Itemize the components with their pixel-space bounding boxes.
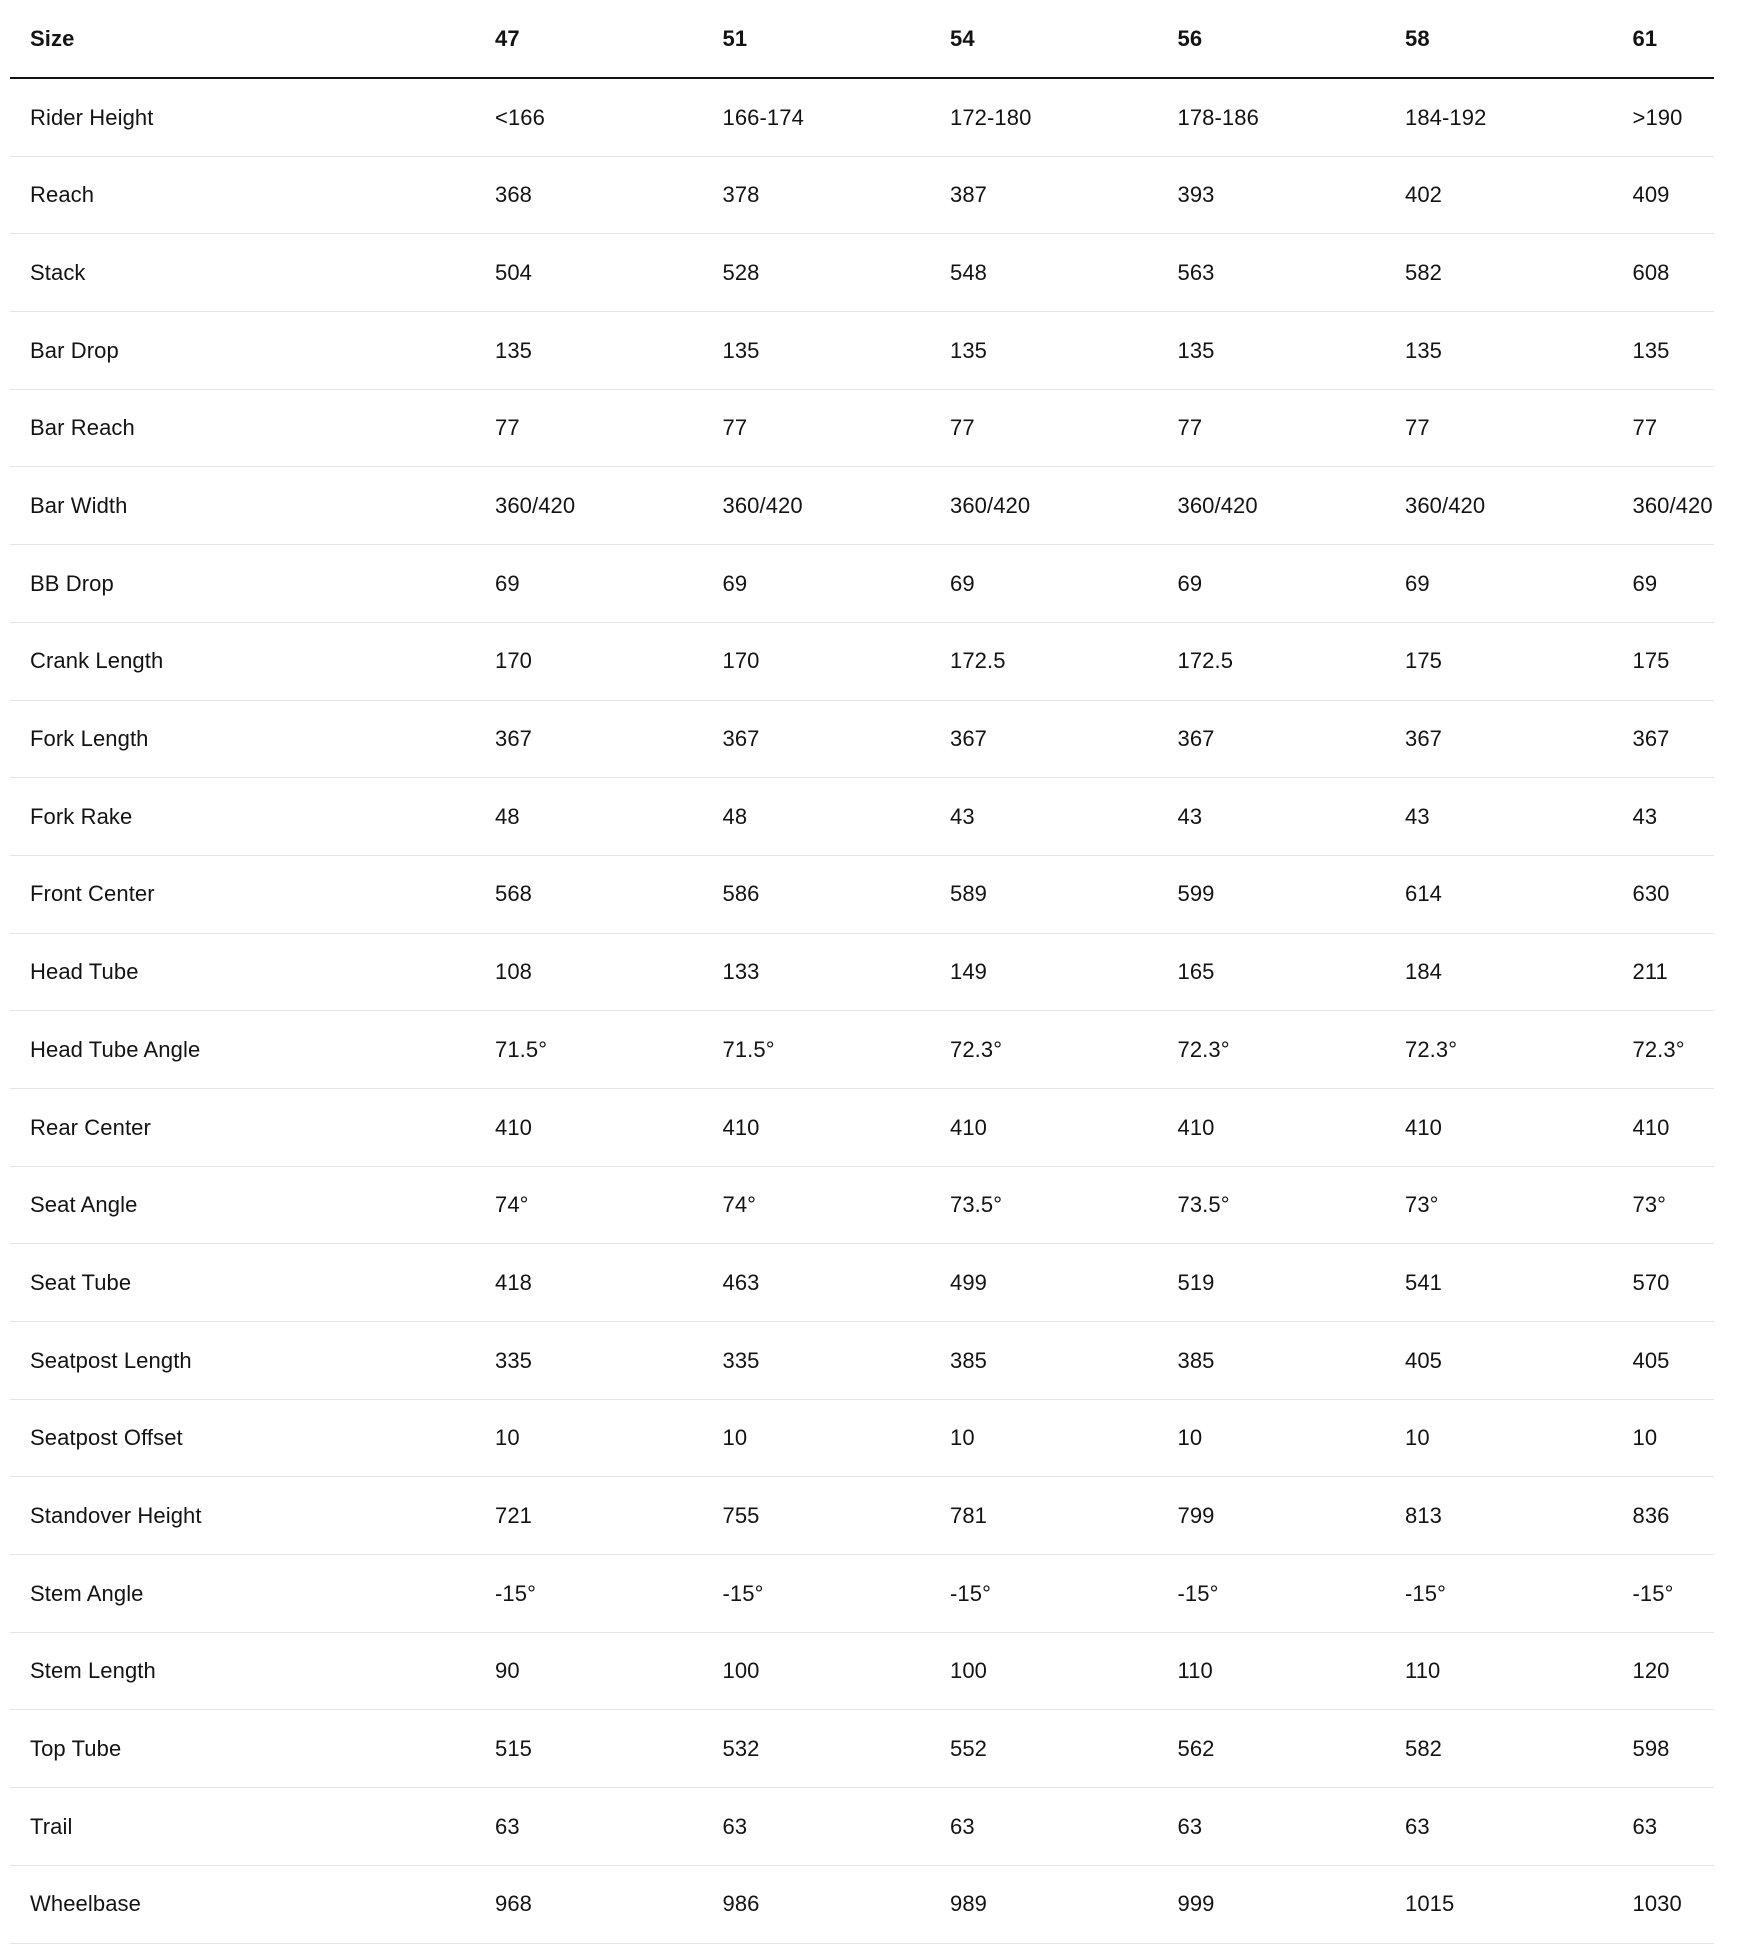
row-label: Wheelbase [30,1891,141,1917]
table-row [10,856,1714,934]
table-row [10,1477,1714,1555]
value-cell: 73° [1405,1192,1439,1218]
value-cell: 133 [722,959,760,985]
value-cell: 135 [495,337,533,363]
value-cell: 405 [1405,1347,1443,1373]
row-label: Head Tube [30,959,139,985]
table-row [10,1633,1714,1711]
table-row [10,934,1714,1012]
value-cell: 69 [495,570,520,596]
value-cell: 393 [1177,182,1215,208]
value-cell: 73.5° [950,1192,1003,1218]
value-cell: 184-192 [1405,104,1487,130]
value-cell: 63 [950,1813,975,1839]
table-row [10,778,1714,856]
table-header-row [10,0,1714,79]
row-label: Reach [30,182,95,208]
table-row [10,1400,1714,1478]
value-cell: 135 [1177,337,1215,363]
value-cell: 77 [495,415,520,441]
table-row [10,79,1714,157]
value-cell: -15° [1632,1580,1674,1606]
value-cell: 519 [1177,1269,1215,1295]
row-label: Stem Angle [30,1580,144,1606]
size-header-cell: 51 [722,25,748,51]
value-cell: 405 [1632,1347,1670,1373]
value-cell: 184 [1405,959,1443,985]
value-cell: 387 [950,182,988,208]
value-cell: 335 [722,1347,760,1373]
value-cell: 813 [1405,1502,1443,1528]
value-cell: -15° [1405,1580,1446,1606]
value-cell: 48 [722,803,748,829]
value-cell: 532 [722,1736,760,1762]
value-cell: 211 [1632,959,1668,985]
value-cell: 410 [950,1114,988,1140]
value-cell: 410 [495,1114,533,1140]
table-row [10,467,1714,545]
value-cell: 71.5° [495,1036,548,1062]
value-cell: 409 [1632,182,1670,208]
value-cell: 410 [1177,1114,1215,1140]
value-cell: 599 [1177,881,1215,907]
table-row [10,312,1714,390]
value-cell: 360/420 [722,493,803,519]
value-cell: 108 [495,959,533,985]
value-cell: 504 [495,259,533,285]
row-label: BB Drop [30,570,114,596]
value-cell: 385 [950,1347,988,1373]
value-cell: 172.5 [1177,648,1234,674]
value-cell: 1015 [1405,1891,1455,1917]
table-row [10,1244,1714,1322]
value-cell: 170 [722,648,760,674]
value-cell: -15° [495,1580,536,1606]
value-cell: 10 [722,1425,748,1451]
row-label: Fork Rake [30,803,133,829]
table-row [10,1555,1714,1633]
size-header-cell: 56 [1177,25,1203,51]
row-label: Seatpost Length [30,1347,192,1373]
value-cell: 165 [1177,959,1215,985]
value-cell: 100 [722,1658,760,1684]
table-row [10,1322,1714,1400]
value-cell: 73.5° [1177,1192,1230,1218]
row-label: Stack [30,259,86,285]
value-cell: 562 [1177,1736,1215,1762]
value-cell: 10 [1405,1425,1430,1451]
row-label: Rider Height [30,104,154,130]
value-cell: 63 [495,1813,520,1839]
value-cell: 135 [722,337,760,363]
value-cell: 172-180 [950,104,1032,130]
value-cell: 10 [495,1425,520,1451]
value-cell: 72.3° [1405,1036,1458,1062]
row-label: Rear Center [30,1114,151,1140]
row-label: Seatpost Offset [30,1425,183,1451]
value-cell: 721 [495,1502,533,1528]
value-cell: 10 [1632,1425,1658,1451]
value-cell: 63 [722,1813,748,1839]
value-cell: 463 [722,1269,760,1295]
value-cell: 367 [722,726,760,752]
table-row [10,157,1714,235]
value-cell: 69 [722,570,748,596]
value-cell: 563 [1177,259,1215,285]
value-cell: 172.5 [950,648,1006,674]
value-cell: 69 [1405,570,1430,596]
table-row [10,390,1714,468]
value-cell: 77 [950,415,975,441]
table-row [10,1710,1714,1788]
value-cell: 367 [1177,726,1215,752]
size-header-cell: 54 [950,25,975,51]
row-label: Top Tube [30,1736,122,1762]
value-cell: 110 [1405,1658,1441,1684]
value-cell: 410 [1405,1114,1443,1140]
value-cell: 367 [1405,726,1443,752]
value-cell: 90 [495,1658,520,1684]
value-cell: 120 [1632,1658,1670,1684]
value-cell: 77 [1177,415,1203,441]
row-label: Front Center [30,881,155,907]
value-cell: -15° [722,1580,764,1606]
row-label: Crank Length [30,648,164,674]
value-cell: 77 [722,415,748,441]
value-cell: -15° [950,1580,991,1606]
row-label: Bar Width [30,493,128,519]
value-cell: 781 [950,1502,988,1528]
value-cell: 586 [722,881,760,907]
value-cell: 43 [1177,803,1203,829]
row-label: Head Tube Angle [30,1036,201,1062]
value-cell: 63 [1405,1813,1430,1839]
value-cell: 43 [950,803,975,829]
value-cell: 175 [1405,648,1443,674]
row-label: Bar Drop [30,337,119,363]
table-row [10,1866,1714,1944]
value-cell: 367 [1632,726,1670,752]
value-cell: 63 [1177,1813,1203,1839]
size-column-header: Size [30,25,75,51]
value-cell: 72.3° [1177,1036,1230,1062]
value-cell: 110 [1177,1658,1213,1684]
value-cell: 72.3° [1632,1036,1685,1062]
value-cell: 166-174 [722,104,804,130]
value-cell: 360/420 [1405,493,1486,519]
value-cell: 69 [1177,570,1203,596]
value-cell: 360/420 [495,493,576,519]
value-cell: 368 [495,182,533,208]
value-cell: 360/420 [950,493,1031,519]
geometry-table [10,0,1714,1944]
value-cell: 63 [1632,1813,1658,1839]
table-row [10,1788,1714,1866]
value-cell: 71.5° [722,1036,775,1062]
row-label: Bar Reach [30,415,135,441]
value-cell: 73° [1632,1192,1667,1218]
value-cell: 568 [495,881,533,907]
value-cell: 968 [495,1891,533,1917]
table-row [10,623,1714,701]
value-cell: 378 [722,182,760,208]
row-label: Seat Tube [30,1269,132,1295]
value-cell: >190 [1632,104,1683,130]
value-cell: 178-186 [1177,104,1259,130]
value-cell: 48 [495,803,520,829]
value-cell: 410 [1632,1114,1670,1140]
value-cell: 582 [1405,1736,1443,1762]
value-cell: 799 [1177,1502,1215,1528]
table-row [10,701,1714,779]
value-cell: 335 [495,1347,533,1373]
value-cell: 385 [1177,1347,1215,1373]
value-cell: 149 [950,959,988,985]
row-label: Seat Angle [30,1192,138,1218]
size-header-cell: 61 [1632,25,1658,51]
row-label: Fork Length [30,726,149,752]
value-cell: 360/420 [1632,493,1713,519]
value-cell: 548 [950,259,988,285]
table-row [10,1167,1714,1245]
value-cell: 499 [950,1269,988,1295]
value-cell: -15° [1177,1580,1219,1606]
value-cell: 43 [1405,803,1430,829]
value-cell: 614 [1405,881,1443,907]
value-cell: 836 [1632,1502,1670,1528]
size-header-cell: 47 [495,25,520,51]
value-cell: 360/420 [1177,493,1258,519]
value-cell: 10 [950,1425,975,1451]
value-cell: 135 [1405,337,1443,363]
value-cell: 170 [495,648,533,674]
value-cell: 10 [1177,1425,1203,1451]
value-cell: 986 [722,1891,760,1917]
table-row [10,1089,1714,1167]
table-row [10,1011,1714,1089]
value-cell: 69 [950,570,975,596]
table-row [10,545,1714,623]
value-cell: 72.3° [950,1036,1003,1062]
value-cell: 999 [1177,1891,1215,1917]
value-cell: 570 [1632,1269,1670,1295]
row-label: Standover Height [30,1502,202,1528]
value-cell: 552 [950,1736,988,1762]
value-cell: 582 [1405,259,1443,285]
value-cell: 367 [495,726,533,752]
row-label: Trail [30,1813,73,1839]
value-cell: 608 [1632,259,1670,285]
value-cell: 135 [950,337,988,363]
row-label: Stem Length [30,1658,156,1684]
value-cell: 100 [950,1658,988,1684]
value-cell: 1030 [1632,1891,1682,1917]
value-cell: 69 [1632,570,1658,596]
value-cell: <166 [495,104,545,130]
value-cell: 135 [1632,337,1670,363]
value-cell: 410 [722,1114,760,1140]
value-cell: 589 [950,881,988,907]
value-cell: 418 [495,1269,533,1295]
value-cell: 74° [722,1192,757,1218]
value-cell: 755 [722,1502,760,1528]
value-cell: 402 [1405,182,1443,208]
value-cell: 175 [1632,648,1670,674]
value-cell: 598 [1632,1736,1670,1762]
value-cell: 630 [1632,881,1670,907]
value-cell: 74° [495,1192,529,1218]
size-header-cell: 58 [1405,25,1430,51]
value-cell: 77 [1405,415,1430,441]
table-row [10,234,1714,312]
value-cell: 77 [1632,415,1658,441]
value-cell: 43 [1632,803,1658,829]
value-cell: 541 [1405,1269,1443,1295]
value-cell: 989 [950,1891,988,1917]
value-cell: 367 [950,726,988,752]
value-cell: 515 [495,1736,533,1762]
value-cell: 528 [722,259,760,285]
